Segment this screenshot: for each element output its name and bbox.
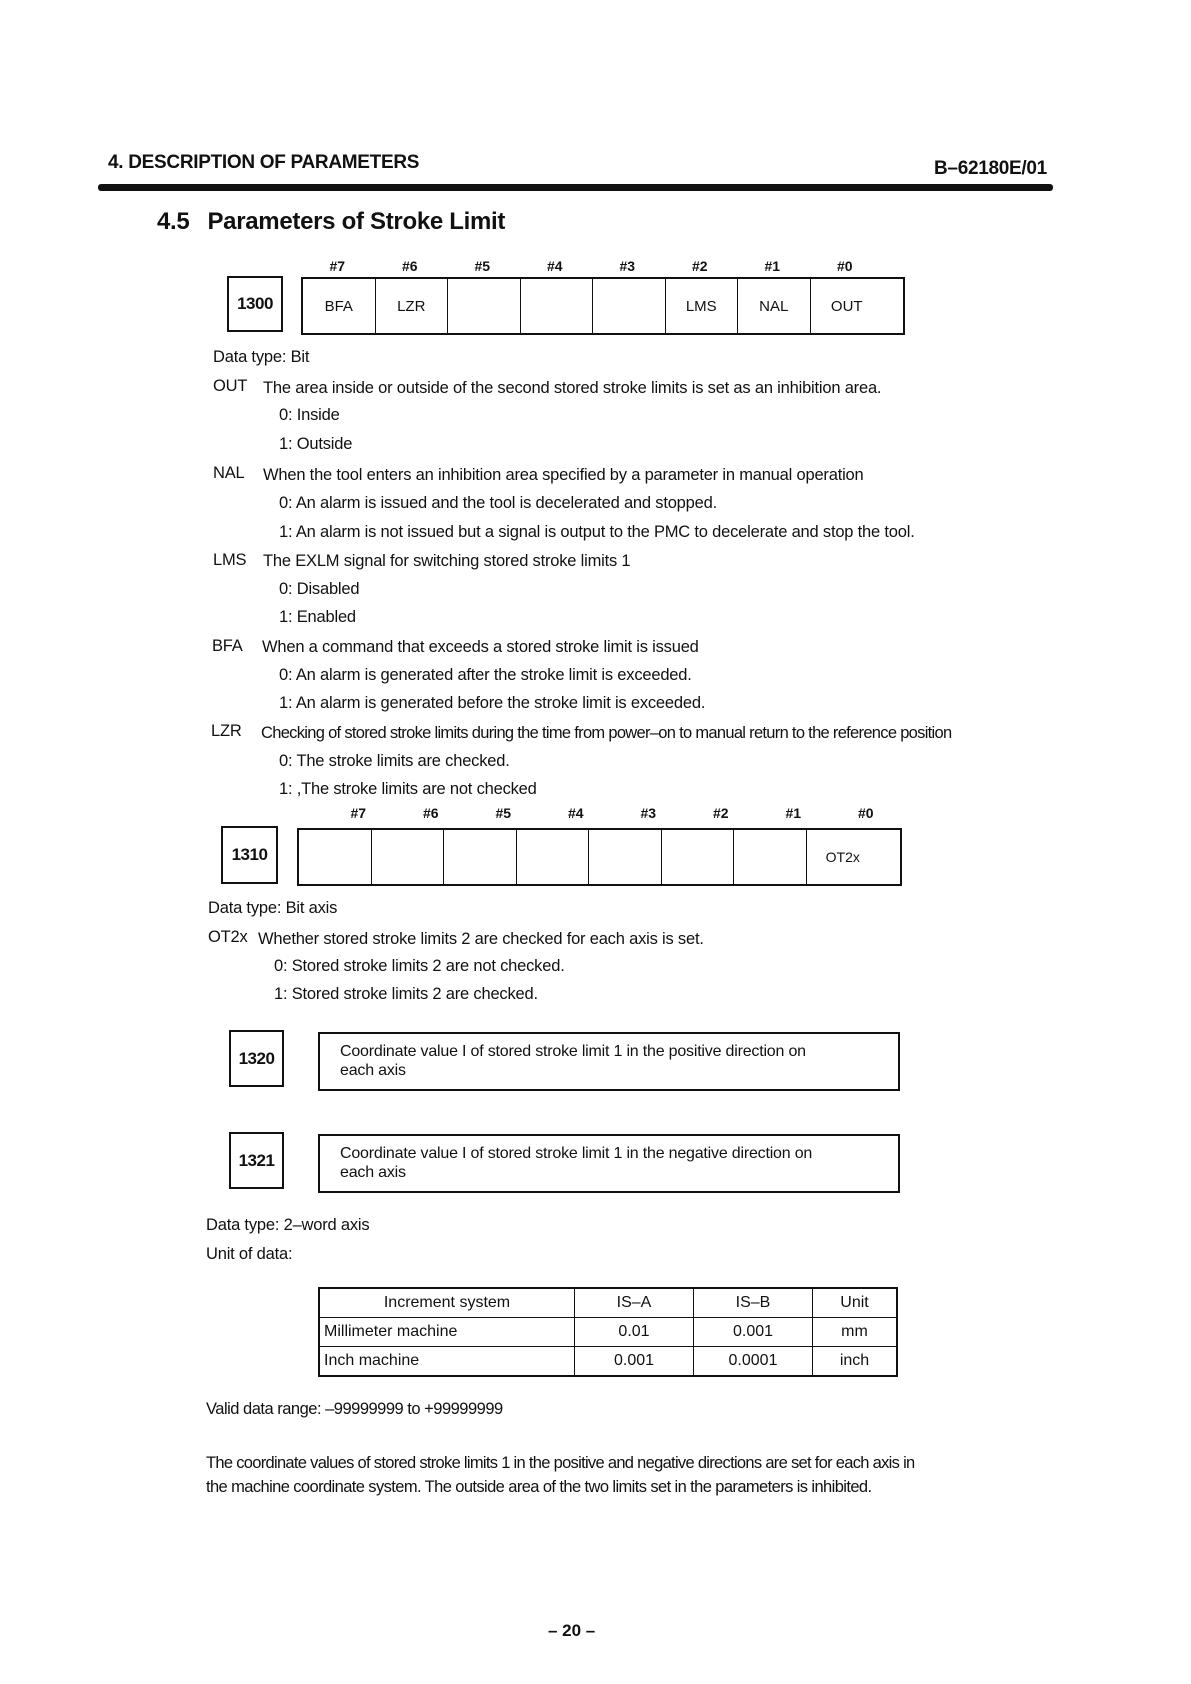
table-header: IS–B <box>694 1288 813 1318</box>
table-header: IS–A <box>575 1288 694 1318</box>
param-number-1310: 1310 <box>221 826 278 884</box>
option-text: 1: ,The stroke limits are not checked <box>279 780 537 798</box>
table-cell: 0.001 <box>575 1347 694 1377</box>
option-text: 1: An alarm is generated before the stroke limit is exceeded. <box>279 694 706 712</box>
bit-cell: OT2x <box>825 849 860 865</box>
option-text: 0: Disabled <box>279 580 360 598</box>
bit-cell <box>521 279 594 333</box>
bit-label: #7 <box>350 805 367 821</box>
table-header-row <box>319 1288 897 1318</box>
option-text: 0: An alarm is issued and the tool is decelerated and stopped. <box>279 494 717 512</box>
bit-label: #4 <box>546 258 563 274</box>
option-text: 0: The stroke limits are checked. <box>279 752 510 770</box>
bit-label: #0 <box>857 805 874 821</box>
param-desc-line: each axis <box>340 1062 406 1079</box>
chapter-header: 4. DESCRIPTION OF PARAMETERS <box>108 152 420 173</box>
param-desc-line: Coordinate value I of stored stroke limit 1 in the negative direction on <box>340 1145 813 1162</box>
bit-cell <box>517 830 590 884</box>
bit-cell <box>372 830 445 884</box>
table-row <box>319 1347 897 1377</box>
data-type-2word: Data type: 2–word axis <box>206 1216 370 1234</box>
section-number: 4.5 <box>157 208 190 235</box>
bit-desc-lms: The EXLM signal for switching stored stroke limits 1 <box>263 552 631 570</box>
document-code: B–62180E/01 <box>934 158 1047 179</box>
bit-label: #1 <box>785 805 802 821</box>
table-cell: 0.001 <box>694 1318 813 1347</box>
bit-desc-bfa: When a command that exceeds a stored stroke limit is issued <box>262 638 699 656</box>
data-type-1300: Data type: Bit <box>213 348 310 366</box>
valid-data-range: Valid data range: –99999999 to +99999999 <box>206 1400 503 1418</box>
table-cell: inch <box>813 1347 898 1377</box>
note-line: the machine coordinate system. The outside area of the two limits set in the parameters is inhibited. <box>206 1478 872 1496</box>
option-text: 1: An alarm is not issued but a signal is output to the PMC to decelerate and stop the tool. <box>279 523 915 541</box>
header-rule <box>98 184 1053 191</box>
bit-cell <box>448 279 521 333</box>
bit-label: #1 <box>764 258 781 274</box>
bit-number-labels-1300 <box>301 258 881 274</box>
section-title <box>157 208 505 236</box>
bit-label: #2 <box>691 258 708 274</box>
bit-label: #5 <box>474 258 491 274</box>
bit-label: #7 <box>329 258 346 274</box>
option-text: 1: Enabled <box>279 608 356 626</box>
param-desc-line: each axis <box>340 1164 406 1181</box>
option-text: 0: Inside <box>279 406 340 424</box>
bit-cell <box>444 830 517 884</box>
unit-of-data-label: Unit of data: <box>206 1245 293 1263</box>
bit-label: #0 <box>836 258 853 274</box>
param-desc-1321 <box>318 1134 900 1193</box>
bit-code-out: OUT <box>213 377 248 395</box>
option-text: 0: Stored stroke limits 2 are not checked. <box>274 957 565 975</box>
section-title-text: Parameters of Stroke Limit <box>207 208 506 235</box>
bit-label: #6 <box>422 805 439 821</box>
param-desc-line: Coordinate value I of stored stroke limit 1 in the positive direction on <box>340 1043 806 1060</box>
unit-table <box>318 1287 898 1377</box>
bit-cell: BFA <box>303 279 376 333</box>
bit-label: #4 <box>567 805 584 821</box>
bit-desc-out: The area inside or outside of the second stored stroke limits is set as an inhibition area. <box>263 379 882 397</box>
bit-code-lms: LMS <box>213 551 247 569</box>
bit-cell <box>299 830 372 884</box>
table-cell: mm <box>813 1318 898 1347</box>
bit-label: #3 <box>640 805 657 821</box>
bit-desc-nal: When the tool enters an inhibition area specified by a parameter in manual operation <box>263 466 864 484</box>
bit-code-ot2x: OT2x <box>208 928 248 946</box>
bit-cell: OUT <box>830 297 863 315</box>
table-cell: Inch machine <box>319 1347 575 1377</box>
bit-label: #6 <box>401 258 418 274</box>
param-number-1321: 1321 <box>229 1132 284 1189</box>
bit-code-lzr: LZR <box>211 722 242 740</box>
bit-label: #3 <box>619 258 636 274</box>
bit-label: #5 <box>495 805 512 821</box>
param-number-1320: 1320 <box>229 1030 284 1087</box>
bit-cell: NAL <box>738 279 811 333</box>
table-cell: 0.01 <box>575 1318 694 1347</box>
bit-code-nal: NAL <box>213 464 245 482</box>
bit-cell: LMS <box>666 279 739 333</box>
bit-cell <box>734 830 807 884</box>
bit-code-bfa: BFA <box>212 637 243 655</box>
option-text: 1: Outside <box>279 435 353 453</box>
table-header: Unit <box>813 1288 898 1318</box>
bit-desc-ot2x: Whether stored stroke limits 2 are checked for each axis is set. <box>258 930 704 948</box>
bit-table-1300 <box>301 277 905 335</box>
bit-cell <box>589 830 662 884</box>
bit-desc-lzr: Checking of stored stroke limits during the time from power–on to manual return to the reference position <box>261 724 952 742</box>
option-text: 0: An alarm is generated after the stroke limit is exceeded. <box>279 666 692 684</box>
table-cell: Millimeter machine <box>319 1318 575 1347</box>
page-number: – 20 – <box>548 1621 596 1640</box>
bit-cell <box>593 279 666 333</box>
table-row <box>319 1318 897 1347</box>
bit-table-1310 <box>297 828 902 886</box>
bit-label: #2 <box>712 805 729 821</box>
data-type-1310: Data type: Bit axis <box>208 899 338 917</box>
option-text: 1: Stored stroke limits 2 are checked. <box>274 985 538 1003</box>
param-desc-1320 <box>318 1032 900 1091</box>
bit-cell <box>662 830 735 884</box>
table-cell: 0.0001 <box>694 1347 813 1377</box>
bit-cell: LZR <box>376 279 449 333</box>
table-header: Increment system <box>319 1288 575 1318</box>
param-number-1300: 1300 <box>227 276 283 332</box>
bit-number-labels-1310 <box>322 805 902 821</box>
note-line: The coordinate values of stored stroke limits 1 in the positive and negative directions are set for each axis in <box>206 1454 915 1472</box>
